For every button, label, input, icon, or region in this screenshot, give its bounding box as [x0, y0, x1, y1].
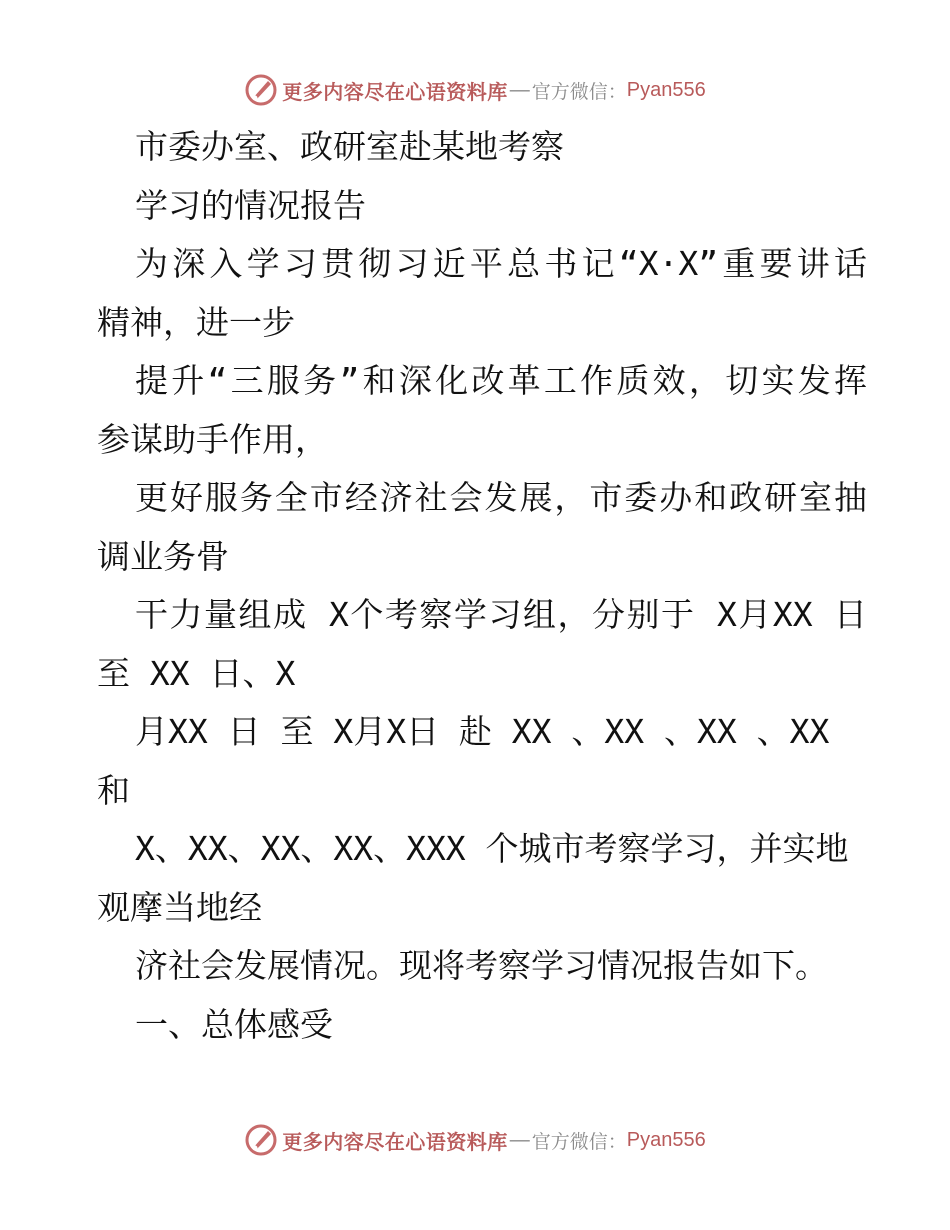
- paragraph-line: 和: [97, 770, 130, 810]
- paragraph-line: 观摩当地经: [97, 887, 262, 927]
- paragraph-line: 精神，进一步: [97, 302, 295, 342]
- watermark-handle: Pyan556: [626, 1128, 706, 1151]
- paragraph-line: 调业务骨: [97, 536, 229, 576]
- quill-pen-logo-icon: [244, 1123, 278, 1157]
- paragraph-line: 提升“三服务”和深化改革工作质效，切实发挥: [135, 361, 867, 400]
- document-body: [97, 118, 867, 1054]
- header-watermark: [0, 70, 950, 110]
- paragraph-line: 至 XX 日、X: [97, 653, 296, 693]
- section-heading: 一、总体感受: [135, 1004, 333, 1044]
- watermark-handle: Pyan556: [626, 78, 706, 101]
- paragraph-line: 干力量组成 X个考察学习组，分别于 X月XX 日: [135, 595, 867, 634]
- watermark-site-text: 更多内容尽在心语资料库: [282, 1129, 508, 1154]
- quill-pen-logo-icon: [244, 73, 278, 107]
- watermark-wechat-label: 官方微信：: [531, 80, 627, 103]
- watermark-site-text: 更多内容尽在心语资料库: [282, 79, 508, 104]
- watermark-dash: —: [509, 1128, 530, 1151]
- footer-watermark: [0, 1120, 950, 1160]
- watermark-wechat-label: 官方微信：: [531, 1130, 627, 1153]
- document-title-line-1: 市委办室、政研室赴某地考察: [135, 127, 564, 166]
- paragraph-line: 月XX 日 至 X月X日 赴 XX 、XX 、XX 、XX: [135, 712, 830, 751]
- paragraph-line: X、XX、XX、XX、XXX 个城市考察学习，并实地: [135, 829, 849, 868]
- paragraph-line: 更好服务全市经济社会发展，市委办和政研室抽: [135, 478, 867, 517]
- document-title-line-2: 学习的情况报告: [135, 185, 366, 225]
- watermark-dash: —: [509, 78, 530, 101]
- paragraph-line: 参谋助手作用，: [97, 419, 328, 459]
- paragraph-line: 济社会发展情况。现将考察学习情况报告如下。: [135, 946, 828, 985]
- paragraph-line: 为深入学习贯彻习近平总书记“X·X”重要讲话: [135, 244, 867, 283]
